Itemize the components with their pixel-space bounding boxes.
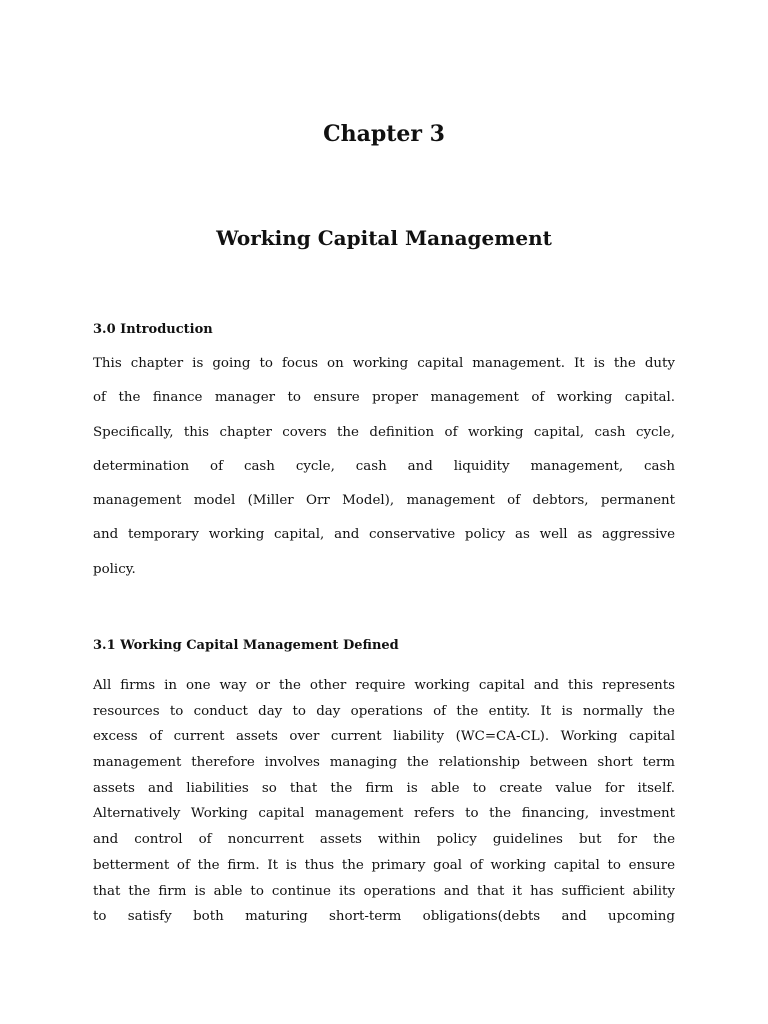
- text-line: that the firm is able to continue its operations and that it has sufficient ability: [93, 883, 675, 899]
- text-line: assets and liabilities so that the firm is able to create value for itself.: [93, 780, 675, 796]
- text-line: management model (Miller Orr Model), management of debtors, permanent: [93, 493, 675, 509]
- text-line: policy.: [93, 561, 136, 577]
- text-line: This chapter is going to focus on working capital management. It is the duty: [93, 356, 675, 371]
- text-line: to satisfy both maturing short-term obligations(debts and upcoming: [93, 909, 675, 925]
- text-line: determination of cash cycle, cash and liquidity management, cash: [93, 458, 675, 474]
- paragraph-introduction: [93, 353, 675, 593]
- paragraph-wcm-defined: [93, 675, 675, 932]
- text-line: resources to conduct day to day operations of the entity. It is normally the: [93, 703, 675, 719]
- text-line: of the finance manager to ensure proper management of working capital.: [93, 390, 675, 406]
- text-line: management therefore involves managing the relationship between short term: [93, 755, 675, 771]
- section-heading-wcm-defined: 3.1 Working Capital Management Defined: [93, 638, 399, 653]
- chapter-number: Chapter 3: [323, 121, 445, 147]
- text-line: and temporary working capital, and conservative policy as well as aggressive: [93, 527, 675, 543]
- text-line: excess of current assets over current liability (WC=CA-CL). Working capital: [93, 729, 675, 745]
- text-line: betterment of the firm. It is thus the primary goal of working capital to ensure: [93, 857, 675, 873]
- section-heading-introduction: 3.0 Introduction: [93, 322, 213, 337]
- chapter-title: Working Capital Management: [216, 226, 552, 250]
- text-line: Specifically, this chapter covers the definition of working capital, cash cycle,: [93, 424, 675, 440]
- text-line: All firms in one way or the other require working capital and this represents: [93, 678, 675, 693]
- text-line: Alternatively Working capital management refers to the financing, investment: [93, 806, 675, 822]
- text-line: and control of noncurrent assets within policy guidelines but for the: [93, 832, 675, 848]
